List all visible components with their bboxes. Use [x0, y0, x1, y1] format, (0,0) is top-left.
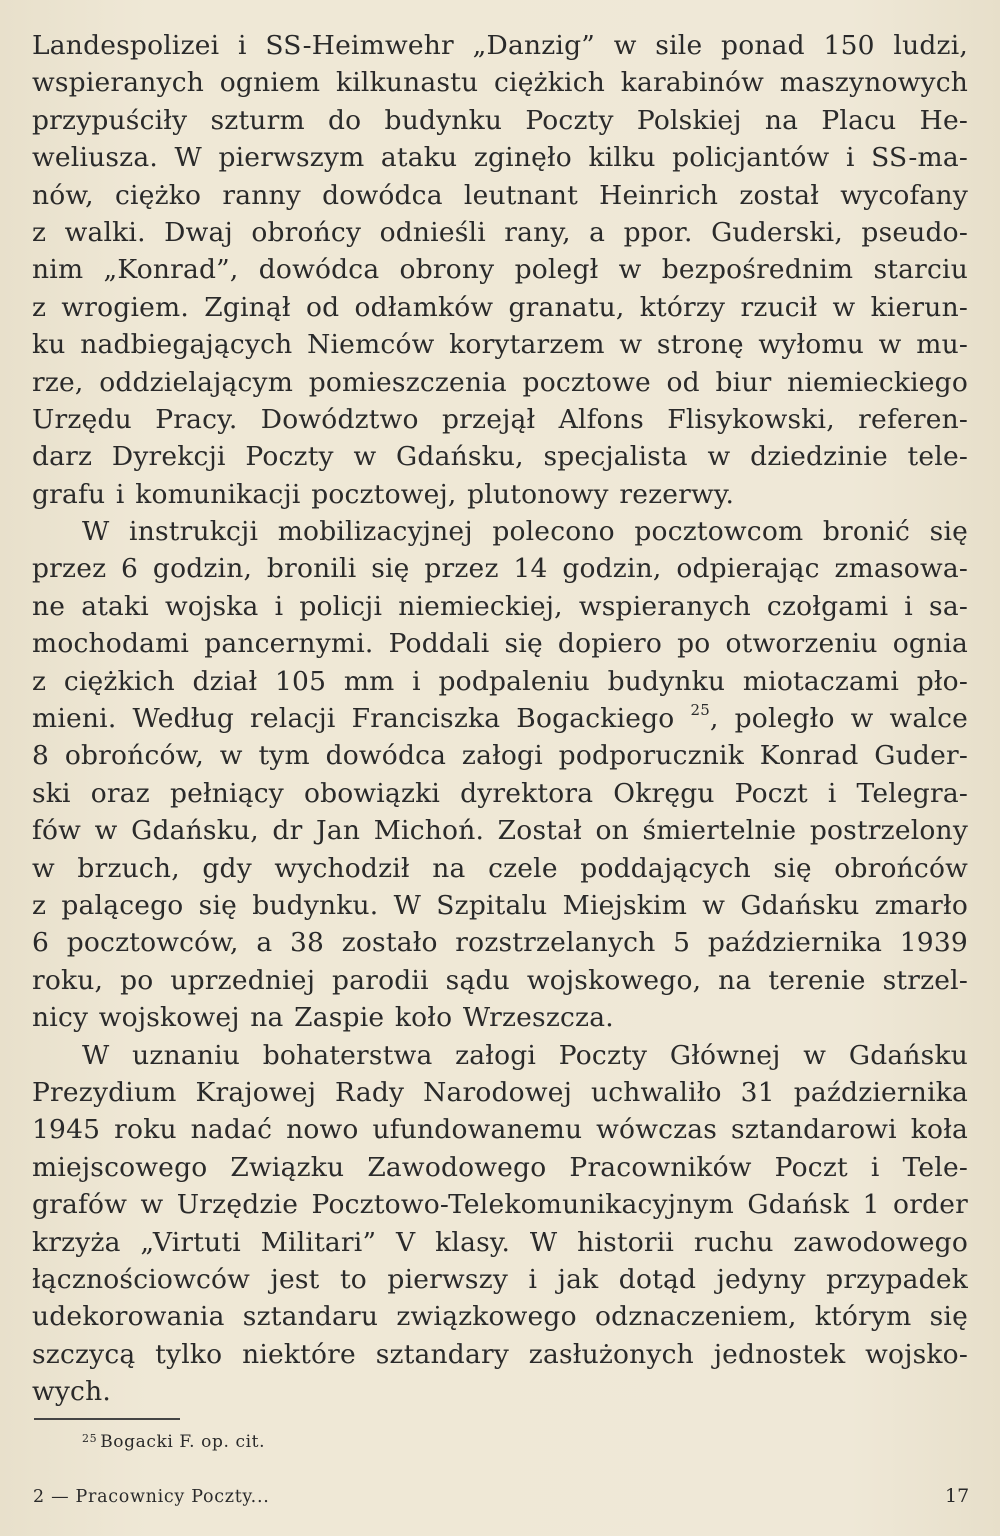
text-line: fów w Gdańsku, dr Jan Michoń. Został on śmiertelnie postrzelony — [32, 815, 968, 847]
text-line: darz Dyrekcji Poczty w Gdańsku, specjalista w dziedzinie tele- — [32, 441, 968, 473]
text-line: weliusza. W pierwszym ataku zginęło kilku policjantów i SS-ma- — [32, 142, 968, 174]
text-line: grafów w Urzędzie Pocztowo-Telekomunikacyjnym Gdańsk 1 order — [32, 1189, 968, 1221]
text-line: w brzuch, gdy wychodził na czele poddających się obrońców — [32, 852, 968, 884]
text-line: wych. — [32, 1376, 111, 1408]
running-footer-title: 2 — Pracownicy Poczty... — [33, 1487, 270, 1507]
text-line: ku nadbiegających Niemców korytarzem w stronę wyłomu w mu- — [32, 329, 968, 361]
text-line: Landespolizei i SS-Heimwehr „Danzig” w sile ponad 150 ludzi, — [32, 30, 968, 61]
text-line: ne ataki wojska i policji niemieckiej, wspieranych czołgami i sa- — [32, 590, 968, 622]
footnote-number: 25 — [82, 1432, 98, 1445]
text-line: przypuściły szturm do budynku Poczty Polskiej na Placu He- — [32, 104, 968, 136]
text-line: Prezydium Krajowej Rady Narodowej uchwaliło 31 października — [32, 1076, 968, 1108]
text-line: udekorowania sztandaru związkowego odznaczeniem, którym się — [32, 1301, 968, 1333]
text-line-with-footnote-ref — [32, 700, 968, 737]
footnote-divider — [34, 1418, 180, 1420]
footnote — [82, 1427, 265, 1454]
text-fragment: , poległo w walce — [709, 703, 969, 735]
text-line: z palącego się budynku. W Szpitalu Miejskim w Gdańsku zmarło — [32, 889, 968, 921]
text-line: z walki. Dwaj obrońcy odnieśli rany, a ppor. Guderski, pseudo- — [32, 216, 968, 248]
text-line: z wrogiem. Zginął od odłamków granatu, którzy rzucił w kierun- — [32, 291, 968, 323]
text-line: wspieranych ogniem kilkunastu ciężkich karabinów maszynowych — [32, 67, 968, 99]
text-line: nów, ciężko ranny dowódca leutnant Heinrich został wycofany — [32, 179, 968, 211]
text-line: krzyża „Virtuti Militari” V klasy. W historii ruchu zawodowego — [32, 1226, 968, 1258]
text-line: 8 obrońców, w tym dowódca załogi podporucznik Konrad Guder- — [32, 740, 968, 772]
text-line: W uznaniu bohaterstwa załogi Poczty Głównej w Gdańsku — [82, 1039, 968, 1071]
text-line: 1945 roku nadać nowo ufundowanemu wówczas sztandarowi koła — [32, 1114, 968, 1146]
text-line: ski oraz pełniący obowiązki dyrektora Okręgu Poczt i Telegra- — [32, 777, 968, 809]
text-line: miejscowego Związku Zawodowego Pracowników Poczt i Tele- — [32, 1151, 968, 1183]
text-line: szczycą tylko niektóre sztandary zasłużonych jednostek wojsko- — [32, 1338, 968, 1370]
text-line: przez 6 godzin, bronili się przez 14 godzin, odpierając zmasowa- — [32, 553, 968, 585]
text-line: mochodami pancernymi. Poddali się dopiero po otworzeniu ognia — [32, 628, 968, 660]
text-line: grafu i komunikacji pocztowej, plutonowy rezerwy. — [32, 478, 735, 510]
text-line: łącznościowców jest to pierwszy i jak dotąd jedyny przypadek — [32, 1263, 968, 1295]
body-text — [32, 27, 968, 1410]
footnote-reference: 25 — [690, 701, 710, 720]
footnote-text: Bogacki F. op. cit. — [100, 1432, 266, 1452]
page-number: 17 — [945, 1485, 970, 1507]
text-line: roku, po uprzedniej parodii sądu wojskowego, na terenie strzel- — [32, 964, 968, 996]
text-line: z ciężkich dział 105 mm i podpaleniu budynku miotaczami pło- — [32, 665, 968, 697]
text-line: 6 pocztowców, a 38 zostało rozstrzelanych 5 października 1939 — [32, 927, 968, 959]
text-line: rze, oddzielającym pomieszczenia pocztowe od biur niemieckiego — [32, 366, 968, 398]
text-line: nim „Konrad”, dowódca obrony poległ w bezpośrednim starciu — [32, 254, 968, 286]
text-fragment: mieni. Według relacji Franciszka Bogackiego — [32, 703, 675, 735]
text-line: Urzędu Pracy. Dowództwo przejął Alfons Flisykowski, referen- — [32, 403, 968, 435]
text-line: nicy wojskowej na Zaspie koło Wrzeszcza. — [32, 1002, 614, 1034]
text-line: W instrukcji mobilizacyjnej polecono pocztowcom bronić się — [82, 516, 968, 548]
